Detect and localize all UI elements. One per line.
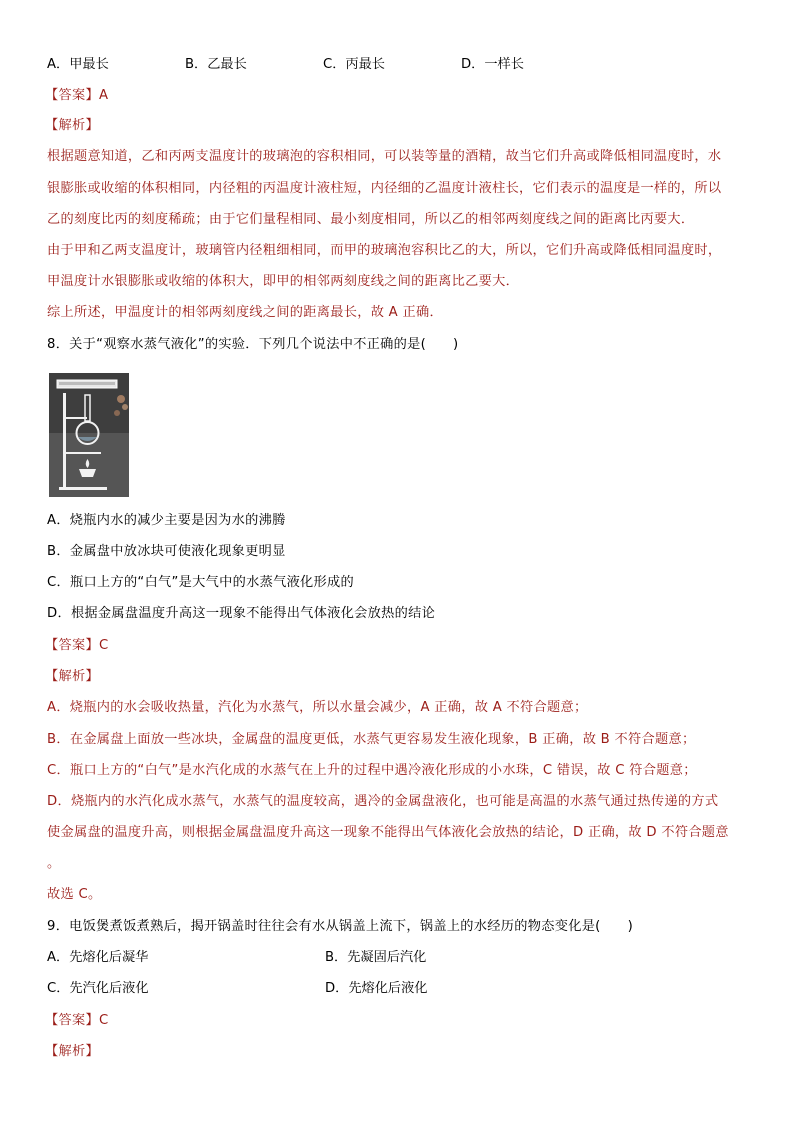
q9-option-b: B．先凝固后汽化 bbox=[325, 950, 427, 965]
q7-option-c: C．丙最长 bbox=[323, 57, 385, 72]
q9-stem: 9．电饭煲煮饭煮熟后，揭开锅盖时往往会有水从锅盖上流下，锅盖上的水经历的物态变化是( ) bbox=[47, 919, 634, 934]
q8-analysis-line: 使金属盘的温度升高，则根据金属盘温度升高这一现象不能得出气体液化会放热的结论，D 正确，故 D 不符合题意 bbox=[47, 825, 729, 840]
q7-answer: 【答案】A bbox=[45, 88, 109, 103]
q8-analysis-line: A．烧瓶内的水会吸收热量，汽化为水蒸气，所以水量会减少，A 正确，故 A 不符合题意； bbox=[47, 700, 588, 715]
q8-analysis-line: D．烧瓶内的水汽化成水蒸气，水蒸气的温度较高，遇冷的金属盘液化，也可能是高温的水蒸气通过热传递的方式 bbox=[47, 794, 719, 809]
q8-option-b: B．金属盘中放冰块可使液化现象更明显 bbox=[47, 544, 286, 559]
q7-option-b: B．乙最长 bbox=[185, 57, 247, 72]
q9-answer: 【答案】C bbox=[45, 1013, 109, 1028]
q9-option-d: D．先熔化后液化 bbox=[325, 981, 428, 996]
q7-option-a: A．甲最长 bbox=[47, 57, 109, 72]
q7-analysis-line: 甲温度计水银膨胀或收缩的体积大，即甲的相邻两刻度线之间的距离比乙要大． bbox=[47, 274, 520, 289]
flask-stand-illustration bbox=[49, 373, 129, 497]
q7-analysis-line: 银膨胀或收缩的体积相同，内径粗的丙温度计液柱短，内径细的乙温度计液柱长，它们表示的温度是一样的，所以 bbox=[47, 181, 722, 196]
q8-option-c: C．瓶口上方的“白气”是大气中的水蒸气液化形成的 bbox=[47, 575, 355, 590]
q9-option-c: C．先汽化后液化 bbox=[47, 981, 149, 996]
q7-analysis-line: 由于甲和乙两支温度计，玻璃管内径粗细相同，而甲的玻璃泡容积比乙的大，所以，它们升高或降低相同温度时， bbox=[47, 243, 722, 258]
q9-option-a: A．先熔化后凝华 bbox=[47, 950, 149, 965]
q7-option-d: D．一样长 bbox=[461, 57, 524, 72]
q8-analysis-label: 【解析】 bbox=[45, 669, 99, 684]
q7-analysis-line: 根据题意知道，乙和丙两支温度计的玻璃泡的容积相同，可以装等量的酒精，故当它们升高或降低相同温度时，水 bbox=[47, 149, 722, 164]
q8-analysis-line: B．在金属盘上面放一些冰块，金属盘的温度更低，水蒸气更容易发生液化现象，B 正确，故 B 不符合题意； bbox=[47, 732, 696, 747]
q8-analysis-line: 。 bbox=[47, 856, 61, 871]
q8-stem: 8．关于“观察水蒸气液化”的实验．下列几个说法中不正确的是( ) bbox=[47, 337, 459, 352]
q7-analysis-label: 【解析】 bbox=[45, 118, 99, 133]
q8-option-a: A．烧瓶内水的减少主要是因为水的沸腾 bbox=[47, 513, 286, 528]
q8-analysis-line: C．瓶口上方的“白气”是水汽化成的水蒸气在上升的过程中遇冷液化形成的小水珠，C 错误，故 C 符合题意； bbox=[47, 763, 697, 778]
q9-analysis-label: 【解析】 bbox=[45, 1044, 99, 1059]
q8-conclusion: 故选 C。 bbox=[47, 887, 102, 902]
experiment-apparatus-image bbox=[49, 373, 129, 497]
q8-option-d: D．根据金属盘温度升高这一现象不能得出气体液化会放热的结论 bbox=[47, 606, 436, 621]
q7-analysis-line: 综上所述，甲温度计的相邻两刻度线之间的距离最长，故 A 正确． bbox=[47, 305, 443, 320]
q7-analysis-line: 乙的刻度比丙的刻度稀疏；由于它们量程相同、最小刻度相同，所以乙的相邻两刻度线之间的距离比丙要大． bbox=[47, 212, 695, 227]
q8-answer: 【答案】C bbox=[45, 638, 109, 653]
